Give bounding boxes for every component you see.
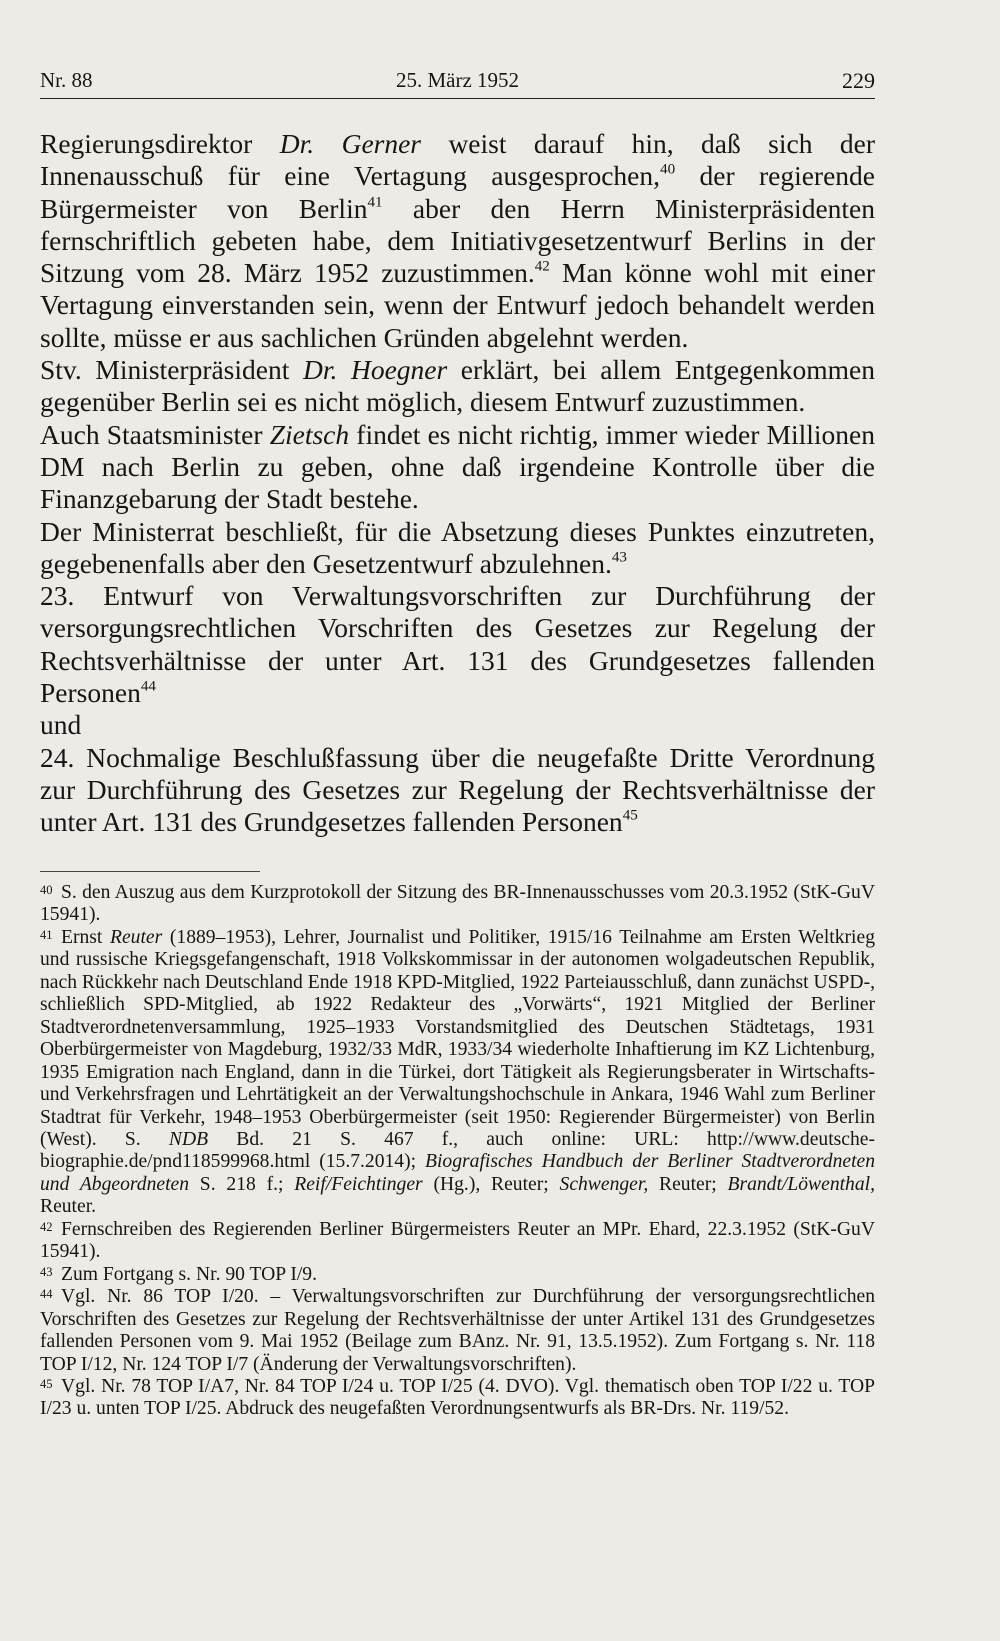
title-dr: Dr.: [279, 128, 342, 159]
footnote-41: [40, 927, 875, 1219]
agenda-item-23: 23. Entwurf von Verwaltungsvorschriften zur Durchführung der versorgungsrechtlichen Vorschriften des Gesetzes zur Regelung der Rechtsverhältnisse der unter Art. 131 des Grundgesetzes fallenden Personen$^{44}$: [40, 580, 875, 709]
main-text: [40, 128, 875, 839]
footnote-number: 40: [40, 883, 53, 897]
agenda-item-24: 24. Nochmalige Beschlußfassung über die neugefaßte Dritte Verordnung zur Durchführung des Gesetzes zur Regelung der Rechtsverhältnisse der unter Art. 131 des Grundgesetzes fallenden Personen$^{45}$: [40, 741, 875, 838]
footnote-number: 42: [40, 1219, 53, 1234]
footnote-ref: 45: [622, 807, 638, 824]
footnote-ref: 42: [534, 258, 550, 275]
footnote-44: [40, 1286, 875, 1376]
footnote-43: [40, 1264, 875, 1286]
footnote-text: Zum Fortgang s. Nr. 90 TOP I/9.: [61, 1263, 317, 1285]
conjunction-line: und: [40, 709, 82, 741]
running-header: [40, 58, 875, 99]
footnote-text: Vgl. Nr. 86 TOP I/20. – Verwaltungsvorschriften zur Durchführung der versorgungsrechtlichen Vorschriften des Gesetzes zur Regelung der Rechtsverhältnisse der unter Artikel 131 des Grundgesetzes fallenden Personen vom 9. Mai 1952 (Beilage zum BAnz. Nr. 91, 13.5.1952). Zum Fortgang s. Nr. 118 TOP I/12, Nr. 124 TOP I/7 (Änderung der Verwaltungsvorschriften).: [40, 1286, 875, 1375]
reference-abbrev: NDB: [168, 1128, 209, 1150]
book-title: Biografisches Handbuch der Berliner Stadtverordneten und Abgeordneten: [40, 1151, 876, 1195]
paragraph-zietsch: Auch Staatsminister Zietsch findet es nicht richtig, immer wieder Millionen DM nach Berlin zu geben, ohne daß irgendeine Kontrolle über die Finanzgebarung der Stadt bestehe.: [40, 418, 875, 515]
person-name: Gerner: [341, 128, 422, 159]
footnote-ref: 44: [140, 678, 156, 695]
page-number: 229: [842, 68, 875, 93]
title-dr: Dr.: [302, 354, 351, 386]
footnote-45: [40, 1376, 875, 1421]
footnote-40: [40, 882, 875, 927]
paragraph-gerner: Regierungsdirektor Dr. Gerner weist darauf hin, daß sich der Innenausschuß für eine Vertagung ausgesprochen,$^{40}$ der regierende Bürgermeister von Berlin$^{41}$ aber den Herrn Ministerpräsidenten fernschriftlich gebeten habe, dem Initiativgesetzentwurf Berlins in der Sitzung vom 28. März 1952 zuzustimmen.$^{42}$ Man könne wohl mit einer Vertagung einverstanden sein, wenn der Entwurf jedoch behandelt werden sollte, müsse er aus sachlichen Gründen abgelehnt werden.: [40, 128, 876, 353]
author-names: Brandt/Löwenthal,: [727, 1173, 875, 1195]
footnote-number: 45: [40, 1376, 53, 1391]
footnote-number: 41: [40, 927, 53, 942]
person-name: Zietsch: [269, 418, 350, 450]
meeting-date: 25. März 1952: [395, 68, 520, 92]
footnote-text: Fernschreiben des Regierenden Berliner Bürgermeisters Reuter an MPr. Ehard, 22.3.1952 (StK-GuV 15941).: [40, 1218, 875, 1263]
person-name: Reuter: [110, 926, 163, 948]
paragraph-resolution: Der Ministerrat beschließt, für die Absetzung dieses Punktes einzutreten, gegebenenfalls aber den Gesetzentwurf abzulehnen.$^{43}$: [40, 515, 875, 579]
footnote-text: Ernst Reuter (1889–1953), Lehrer, Journalist und Politiker, 1915/16 Teilnahme am Ersten Weltkrieg und russische Kriegsgefangenschaft, 1918 Volkskommissar in der autonomen wolgadeutschen Republik, nach Rückkehr nach Deutschland Ende 1918 KPD-Mitglied, 1922 Parteiausschluß, dann zunächst USPD-, schließlich SPD-Mitglied, ab 1922 Redakteur des „Vorwärts“, 1921 Mitglied der Berliner Stadtverordnetenversammlung, 1925–1933 Vorstandsmitglied des Deutschen Städtetags, 1931 Oberbürgermeister von Magdeburg, 1932/33 MdR, 1933/34 wiederholte Inhaftierung im KZ Lichtenburg, 1935 Emigration nach England, dann in die Türkei, dort Tätigkeit als Regierungsberater in Wirtschafts- und Verkehrsfragen und Lehrtätigkeit an der Verwaltungshochschule in Ankara, 1946 Wahl zum Berliner Stadtrat für Verkehr, 1948–1953 Oberbürgermeister (seit 1950: Regierender Bürgermeister) von Berlin (West). S. NDB Bd. 21 S. 467 f., auch online: URL: http://www.deutsche-biographie.de/pnd118599968.html (15.7.2014); Biografisches Handbuch der Berliner Stadtverordneten und Abgeordneten S. 218 f.; Reif/Feichtinger (Hg.), Reuter; Schwenger, Reuter; Brandt/Löwenthal, Reuter.: [40, 926, 876, 1218]
person-name: Hoegner: [350, 354, 448, 386]
document-number: Nr. 88: [40, 68, 93, 92]
footnote-ref: 41: [367, 194, 383, 211]
footnote-number: 43: [40, 1264, 53, 1279]
footnote-text: Vgl. Nr. 78 TOP I/A7, Nr. 84 TOP I/24 u. TOP I/25 (4. DVO). Vgl. thematisch oben TOP I/22 u. TOP I/23 u. unten TOP I/25. Abdruck des neugefaßten Verordnungsentwurfs als BR-Drs. Nr. 119/52.: [40, 1375, 875, 1420]
footnote-ref: 43: [611, 549, 627, 566]
footnote-ref: 40: [660, 161, 676, 178]
paragraph-hoegner: Stv. Ministerpräsident Dr. Hoegner erklärt, bei allem Entgegenkommen gegenüber Berlin sei es nicht möglich, diesem Entwurf zuzustimmen.: [40, 354, 876, 418]
author-names: Reif/Feichtinger: [294, 1173, 423, 1195]
footnotes: [40, 882, 875, 1421]
footnote-separator: [40, 871, 260, 872]
author-name: Schwenger,: [559, 1173, 649, 1195]
footnote-text: S. den Auszug aus dem Kurzprotokoll der Sitzung des BR-Innenausschusses vom 20.3.1952 (StK-GuV 15941).: [40, 882, 875, 926]
footnote-number: 44: [40, 1287, 53, 1302]
footnote-42: [40, 1219, 875, 1264]
